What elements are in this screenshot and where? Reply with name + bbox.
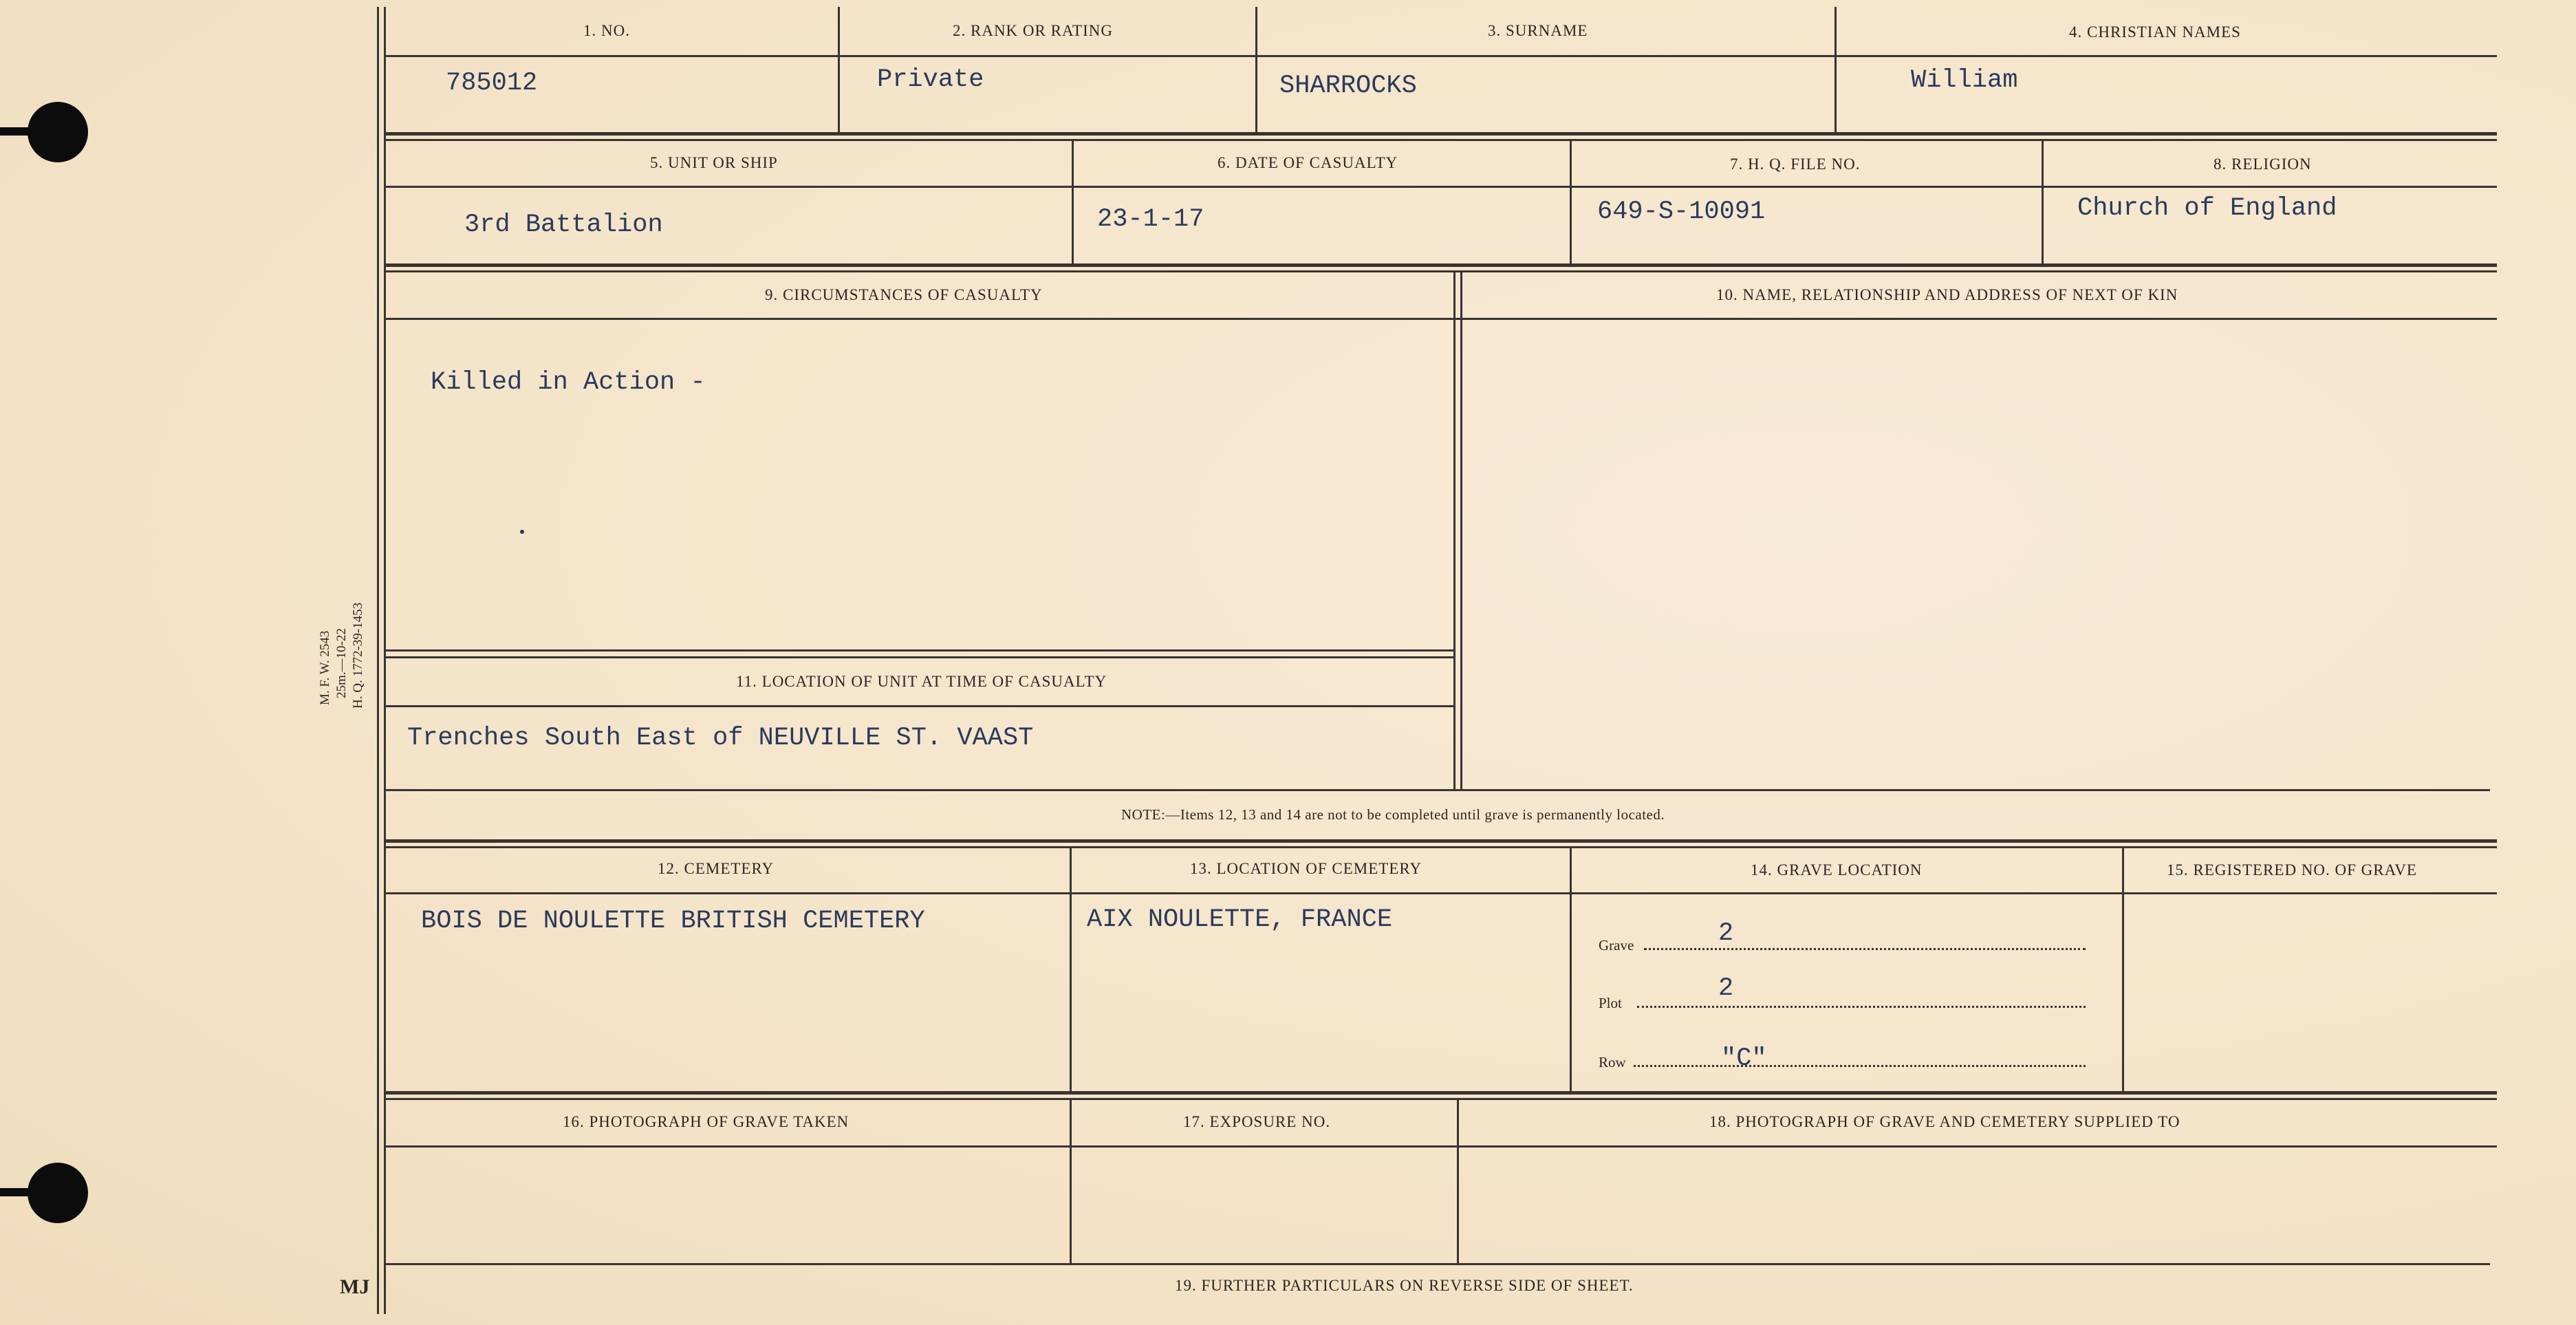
grave-dots: [1644, 948, 2086, 950]
label-cemetery: 12. CEMETERY: [658, 860, 775, 877]
label-christian-names: 4. CHRISTIAN NAMES: [2069, 23, 2241, 41]
rule-row1-bottom: [385, 132, 2497, 136]
label-number: 1. NO.: [583, 22, 630, 39]
side-print-1: M. F. W. 2543: [318, 630, 332, 705]
left-border-outer: [377, 7, 379, 1314]
value-number: 785012: [446, 69, 538, 98]
rule-row5-top-2: [385, 1098, 2497, 1100]
vdiv-16-17: [1070, 1098, 1072, 1263]
label-unit-location: 11. LOCATION OF UNIT AT TIME OF CASUALTY: [736, 673, 1107, 690]
label-grave-location: 14. GRAVE LOCATION: [1751, 861, 1923, 879]
value-unit: 3rd Battalion: [464, 211, 663, 239]
value-cemetery-location: AIX NOULETTE, FRANCE: [1087, 905, 1393, 934]
rule-row2-bottom: [385, 263, 2497, 267]
vdiv-3-4: [1834, 7, 1837, 132]
clerk-initials: MJ: [340, 1275, 370, 1298]
vdiv-17-18: [1457, 1098, 1459, 1263]
label-further-particulars: 19. FURTHER PARTICULARS ON REVERSE SIDE OF SHEET.: [1175, 1277, 1634, 1294]
label-unit: 5. UNIT OR SHIP: [650, 154, 778, 171]
label-next-of-kin: 10. NAME, RELATIONSHIP AND ADDRESS OF NEXT OF KIN: [1716, 286, 2178, 303]
vdiv-6-7: [1570, 139, 1572, 263]
rule-f9-bottom-2: [385, 656, 1455, 658]
rule-row1-bottom-2: [385, 139, 2497, 141]
value-christian-names: William: [1911, 66, 2018, 95]
rule-row3-header: [385, 318, 2497, 320]
ink-dot: [520, 530, 524, 534]
rule-row1-header: [385, 55, 2497, 57]
rule-note-top: [385, 789, 2490, 791]
value-circumstances: Killed in Action -: [431, 368, 706, 397]
vdiv-12-13: [1070, 846, 1072, 1091]
label-exposure: 17. EXPOSURE NO.: [1183, 1113, 1331, 1130]
vdiv-13-14: [1570, 846, 1572, 1091]
vdiv-9-10-b: [1460, 270, 1462, 789]
value-religion: Church of England: [2077, 194, 2337, 223]
label-photo-supplied: 18. PHOTOGRAPH OF GRAVE AND CEMETERY SUPPLIED TO: [1709, 1113, 2180, 1130]
vdiv-7-8: [2042, 139, 2044, 263]
rule-row4-top-2: [385, 846, 2497, 848]
label-photo-taken: 16. PHOTOGRAPH OF GRAVE TAKEN: [563, 1113, 849, 1130]
rule-f9-bottom: [385, 649, 1455, 651]
plot-label: Plot: [1599, 995, 1622, 1011]
vdiv-5-6: [1072, 139, 1074, 263]
label-registered-no: 15. REGISTERED NO. OF GRAVE: [2167, 861, 2417, 879]
row-dots: [1634, 1065, 2086, 1067]
rule-row2-bottom-2: [385, 270, 2497, 272]
label-date: 6. DATE OF CASUALTY: [1217, 154, 1398, 171]
plot-dots: [1637, 1006, 2086, 1008]
row-label: Row: [1599, 1054, 1626, 1070]
rule-row6-top: [385, 1263, 2490, 1265]
value-hq-file: 649-S-10091: [1597, 197, 1766, 226]
rule-f11-header: [385, 705, 1455, 707]
vdiv-2-3: [1255, 7, 1257, 132]
rule-row4-header: [385, 892, 2497, 894]
value-rank: Private: [877, 65, 984, 94]
grave-value: 2: [1718, 919, 1734, 948]
value-surname: SHARROCKS: [1279, 72, 1417, 100]
side-print-2: 25m.—10-22: [334, 628, 349, 698]
note-text: NOTE:—Items 12, 13 and 14 are not to be completed until grave is permanently located.: [1121, 806, 1665, 823]
binder-hole-top: [28, 102, 88, 162]
value-unit-location: Trenches South East of NEUVILLE ST. VAAST: [407, 724, 1034, 753]
value-date: 23-1-17: [1097, 205, 1204, 234]
rule-row4-top: [385, 839, 2497, 843]
vdiv-14-15: [2122, 846, 2124, 1091]
plot-value: 2: [1718, 974, 1734, 1003]
row-value: "C": [1721, 1044, 1767, 1073]
label-rank: 2. RANK OR RATING: [953, 22, 1113, 39]
rule-row5-top: [385, 1091, 2497, 1095]
grave-label: Grave: [1599, 937, 1634, 954]
rule-row5-header: [385, 1145, 2497, 1148]
binder-hole-bottom: [28, 1163, 88, 1223]
label-hq-file: 7. H. Q. FILE NO.: [1730, 155, 1861, 173]
side-print-3: H. Q. 1772-39-1453: [351, 602, 365, 709]
value-cemetery: BOIS DE NOULETTE BRITISH CEMETERY: [421, 907, 925, 936]
label-circumstances: 9. CIRCUMSTANCES OF CASUALTY: [765, 286, 1043, 303]
vdiv-1-2: [838, 7, 840, 132]
vdiv-9-10: [1453, 270, 1455, 789]
left-border-inner: [384, 7, 386, 1314]
rule-row2-header: [385, 186, 2497, 188]
label-religion: 8. RELIGION: [2214, 155, 2312, 173]
label-surname: 3. SURNAME: [1488, 22, 1588, 39]
label-cemetery-location: 13. LOCATION OF CEMETERY: [1190, 860, 1422, 877]
